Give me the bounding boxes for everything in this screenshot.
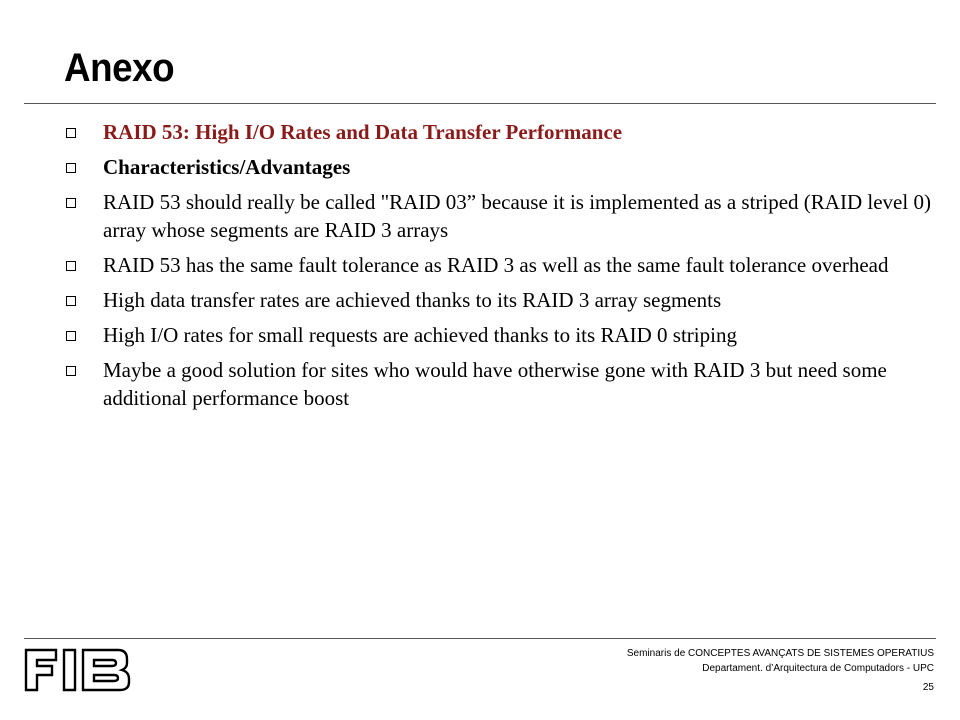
bullet-list [64,118,934,419]
bullet-item [64,188,934,244]
bullet-item [64,356,934,412]
slide-title: Anexo [64,46,175,90]
bullet-text: High I/O rates for small requests are achieved thanks to its RAID 0 striping [103,323,737,347]
bullet-item [64,251,934,279]
footer-divider [24,638,936,639]
footer-department: Departament. d’Arquitectura de Computadors - UPC [702,663,934,674]
square-bullet-icon [66,366,76,376]
fib-logo [24,648,132,697]
bullet-text: RAID 53 has the same fault tolerance as RAID 3 as well as the same fault tolerance overhead [103,253,889,277]
footer-course: Seminaris de CONCEPTES AVANÇATS DE SISTEMES OPERATIUS [626,648,934,659]
square-bullet-icon [66,198,76,208]
bullet-item [64,321,934,349]
bullet-item [64,286,934,314]
square-bullet-icon [66,261,76,271]
square-bullet-icon [66,128,76,138]
bullet-text: RAID 53 should really be called "RAID 03” because it is implemented as a striped (RAID level 0) array whose segments are RAID 3 arrays [103,190,931,242]
page-number: 25 [922,682,934,693]
bullet-text: High data transfer rates are achieved thanks to its RAID 3 array segments [103,288,722,312]
square-bullet-icon [66,331,76,341]
bullet-text: RAID 53: High I/O Rates and Data Transfer Performance [103,120,623,144]
bullet-text: Characteristics/Advantages [103,155,351,179]
square-bullet-icon [66,163,76,173]
bullet-text: Maybe a good solution for sites who would have otherwise gone with RAID 3 but need some additional performance boost [103,358,887,410]
bullet-item [64,153,934,181]
title-divider [24,103,936,104]
square-bullet-icon [66,296,76,306]
footer-text [627,646,934,676]
bullet-item [64,118,934,146]
